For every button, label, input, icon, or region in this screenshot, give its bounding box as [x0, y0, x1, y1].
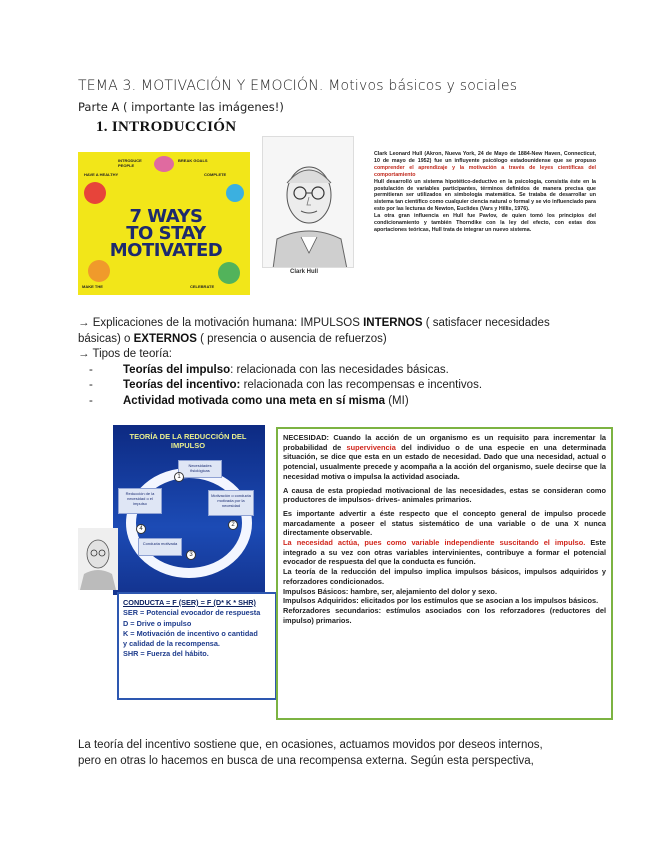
bullet-desc: (MI): [385, 394, 409, 407]
poster-decoration: [84, 182, 106, 204]
formula-line: D = Drive o impulso: [123, 618, 192, 628]
bullet-term: Teorías del impulso: [123, 363, 231, 376]
closing-paragraph: [78, 738, 598, 769]
hull-mini-portrait: [78, 528, 118, 590]
intro-line: → Tipos de teoría:: [78, 348, 172, 361]
intro-text-span: ( satisfacer necesidades: [422, 317, 550, 329]
need-paragraph: Impulsos Básicos: hambre, ser, alejamiento del dolor y sexo.: [283, 586, 497, 596]
cycle-number: 1: [174, 472, 184, 482]
section-heading: 1. INTRODUCCIÓN: [96, 119, 237, 135]
bullet-term: Actividad motivada como una meta en sí misma: [123, 394, 386, 407]
document-title: TEMA 3. MOTIVACIÓN Y EMOCIÓN. Motivos básicos y sociales: [78, 78, 518, 94]
formula-line: y calidad de la recompensa.: [123, 639, 220, 649]
intro-text-span: → Explicaciones de la motivación humana: IMPULSOS: [78, 317, 364, 329]
cycle-box: Conducta motivada: [138, 538, 182, 556]
intro-line: [78, 316, 598, 332]
need-paragraph: [283, 538, 606, 567]
closing-line: La teoría del incentivo sostiene que, en ocasiones, actuamos movidos por deseos internos,: [78, 739, 543, 751]
poster-mini-label: HAVE A HEALTHY: [84, 172, 119, 177]
poster-line-2: TO STAY: [126, 223, 206, 244]
bio-text: La otra gran influencia en Hull fue Pavlov, de quien tomó los principios del condicionamiento y también Thorndike con la ley del efecto, con estas dos aportaciones teóricas, Hull trata de integrar un nuevo sistema.: [374, 213, 596, 233]
bullet-desc: relacionada con las recompensas e incentivos.: [240, 379, 483, 392]
figure-title: TEORÍA DE LA REDUCCIÓN DEL IMPULSO: [129, 432, 247, 450]
intro-bold: INTERNOS: [363, 317, 423, 329]
need-text: del individuo o de una especie en una determinada situación, se dice que esta en un estado de necesidad. Dado que una necesidad, actual o potencial, usualmente precede y acompaña a la acción del organismo, suele decirse que la necesidad motiva o impulsa la actividad asociada.: [283, 442, 606, 481]
need-paragraph: Reforzadores secundarios: estímulos asociados con los reforzadores (reductores del impulso) primarios.: [283, 605, 606, 625]
poster-mini-label: CELEBRATE: [190, 284, 215, 289]
cycle-number: 2: [228, 520, 238, 530]
necessity-text-box: [276, 427, 613, 720]
list-item: [78, 363, 598, 379]
need-text: NECESIDAD: Cuando la acción de un organismo es un requisito para incrementar la probabilidad de: [283, 433, 606, 452]
list-item: [78, 378, 598, 394]
intro-text-span: básicas) o: [78, 332, 134, 345]
portrait-sketch: [263, 137, 354, 268]
motivation-poster-image: [78, 152, 250, 295]
poster-line-3: MOTIVATED: [109, 240, 223, 261]
need-highlight: La necesidad actúa, pues como variable independiente suscitando el impulso.: [283, 538, 586, 548]
need-text: Este integrado a su vez con otras variables intervinientes, contribuye a formar el potencial evocador de respuesta del que la conducta es función.: [283, 538, 606, 567]
cycle-number: 4: [136, 524, 146, 534]
hull-biography: [374, 151, 596, 234]
formula-line: SHR = Fuerza del hábito.: [123, 649, 209, 659]
intro-text-span: ( presencia o ausencia de refuerzos): [196, 332, 387, 345]
poster-decoration: [218, 262, 240, 284]
bio-highlight: comprender el aprendizaje y la motivación a través de leyes científicas del comportamiento: [374, 164, 596, 178]
poster-decoration: [226, 184, 244, 202]
list-item: [78, 394, 598, 410]
bio-text: Clark Leonard Hull (Akron, Nueva York, 24 de Mayo de 1884-New Haven, Connecticut, 10 de mayo de 1952) fue un influyente psicólogo estadounidense que se propuso: [374, 151, 596, 164]
bullet-desc: : relacionada con las necesidades básicas.: [230, 363, 449, 376]
portrait-caption: Clark Hull: [290, 269, 319, 275]
bio-text: Hull desarrolló un sistema hipotético-deductivo en la psicología, consistía éste en la postulación de variables participantes, términos definidos de manera precisa que permitieran ser utilizados en simbología matemática. Se trataba de desarrollar un sistema tan científico como cualquier ciencia natural o formal y se vio influenciado para esto por las lecturas de Newton, Euclides (Vars y Hillis, 1976).: [374, 178, 596, 213]
need-highlight: supervivencia: [346, 442, 396, 452]
intro-text: [78, 316, 598, 410]
poster-mini-label: BREAK GOALS: [178, 158, 208, 163]
bullet-dash: -: [89, 363, 93, 376]
poster-mini-label: COMPLETE: [204, 172, 227, 177]
bullet-dash: -: [89, 379, 93, 392]
formula-line: K = Motivación de incentivo o cantidad: [123, 628, 258, 638]
need-paragraph: Impulsos Adquiridos: elicitados por los estímulos que se asocian a los impulsos básicos.: [283, 596, 599, 606]
poster-line-1: 7 WAYS: [129, 206, 203, 227]
need-paragraph: [283, 433, 606, 482]
formula-line: SER = Potencial evocador de respuesta: [123, 608, 261, 618]
clark-hull-portrait: [262, 136, 354, 268]
bullet-dash: -: [89, 394, 93, 407]
intro-line: [78, 332, 598, 348]
cycle-box: Motivación o conducta motivada por la necesidad: [208, 490, 254, 516]
need-paragraph: La teoría de la reducción del impulso implica impulsos básicos, impulsos adquiridos y reforzadores condicionados.: [283, 567, 606, 586]
bullet-term: Teorías del incentivo:: [123, 379, 241, 392]
closing-line: pero en otras lo hacemos en busca de una recompensa externa. Según esta perspectiva,: [78, 754, 534, 767]
poster-decoration: [88, 260, 110, 282]
document-subtitle: Parte A ( importante las imágenes!): [78, 100, 284, 114]
need-paragraph: Es importante advertir a éste respecto que el concepto general de impulso procede marcadamente a poseer el status sistemático de una variable o de una X nunca directamente observable.: [283, 508, 606, 538]
cycle-number: 3: [186, 550, 196, 560]
intro-bold: EXTERNOS: [133, 332, 197, 345]
cycle-box: Necesidades fisiológicas: [178, 460, 222, 478]
formula-heading: CONDUCTA = F (SER) = F (D* K * SHR): [123, 598, 256, 607]
conduct-formula-box: [117, 592, 277, 700]
poster-mini-label: INTRODUCE PEOPLE: [118, 158, 142, 168]
need-paragraph: A causa de esta propiedad motivacional de las necesidades, estas se consideran como productores de impulsos- drives- animales primarios.: [283, 485, 606, 505]
cycle-box: Reducción de la necesidad o el impulso: [118, 488, 162, 514]
poster-mini-label: MAKE THE: [82, 284, 103, 289]
poster-headline: [100, 208, 232, 259]
